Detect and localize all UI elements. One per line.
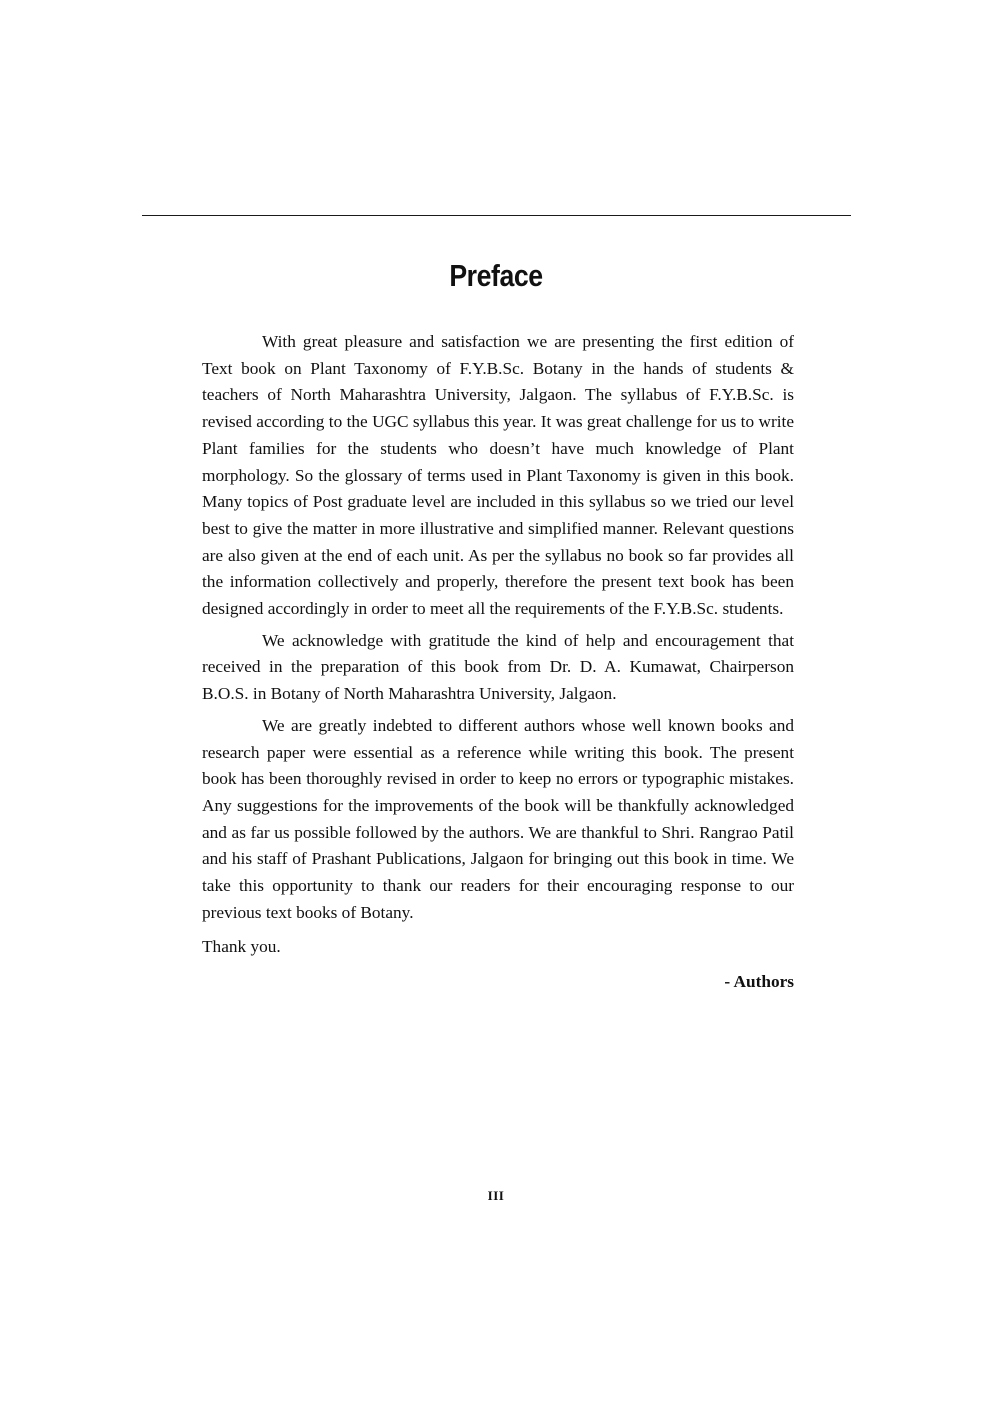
authors-signature: - Authors xyxy=(724,972,794,992)
paragraph-introduction: With great pleasure and satisfaction we are presenting the first edition of Text book on Plant Taxonomy of F.Y.B.Sc. Botany in the hands of students & teachers of North Maharashtra University, Jalgaon. The syllabus of F.Y.B.Sc. is revised according to the UGC syllabus this year. It was great challenge for us to write Plant families for the students who doesn’t have much knowledge of Plant morphology. So the glossary of terms used in Plant Taxonomy is given in this book. Many topics of Post graduate level are included in this syllabus so we tried our level best to give the matter in more illustrative and simplified manner. Relevant questions are also given at the end of each unit. As per the syllabus no book so far provides all the information collectively and properly, therefore the present text book has been designed accordingly in order to meet all the requirements of the F.Y.B.Sc. students. xyxy=(202,332,794,619)
paragraph-gratitude: We are greatly indebted to different authors whose well known books and research paper were essential as a reference while writing this book. The present book has been thoroughly revised in order to keep no errors or typographic mistakes. Any suggestions for the improvements of the book will be thankfully acknowledged and as far us possible followed by the authors. We are thankful to Shri. Rangrao Patil and his staff of Prashant Publications, Jalgaon for bringing out this book in time. We take this opportunity to thank our readers for their encouraging response to our previous text books of Botany. xyxy=(202,715,794,922)
header-divider xyxy=(142,215,851,216)
page-number: III xyxy=(487,1188,505,1203)
closing-thanks: Thank you. xyxy=(202,937,281,957)
page-title: Preface xyxy=(449,258,543,293)
preface-body xyxy=(202,329,794,996)
paragraph-acknowledgement: We acknowledge with gratitude the kind of help and encouragement that received in the preparation of this book from Dr. D. A. Kumawat, Chairperson B.O.S. in Botany of North Maharashtra University, Jalgaon. xyxy=(202,630,794,704)
